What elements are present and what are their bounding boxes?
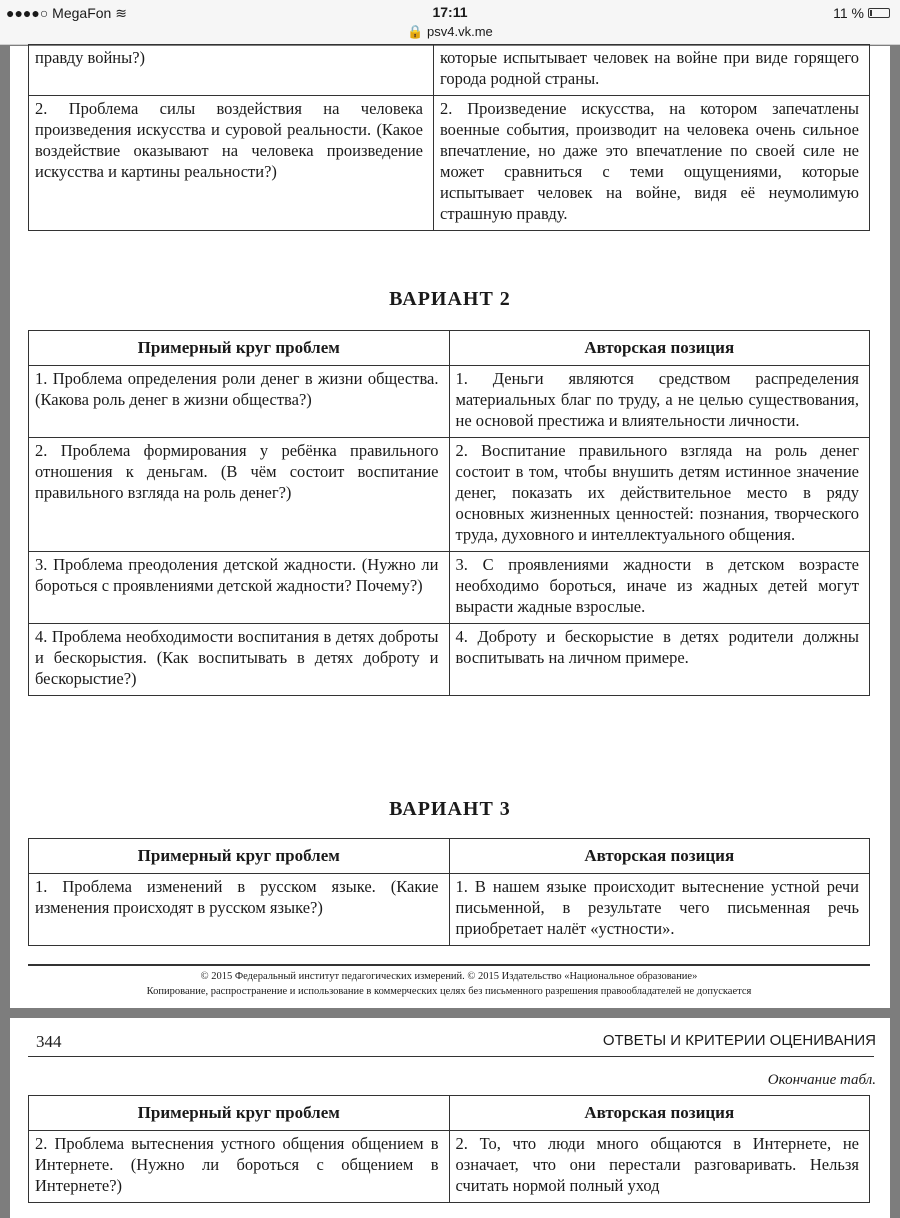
variant-2-heading: ВАРИАНТ 2 xyxy=(389,288,511,310)
column-header: Авторская позиция xyxy=(449,331,870,366)
document-page-344 xyxy=(10,1018,890,1218)
table-continued xyxy=(28,44,870,231)
column-header: Авторская позиция xyxy=(449,1096,870,1131)
table-row xyxy=(29,45,870,96)
author-position-cell: 1. Деньги являются средством распределения материальных благ по труду, а не целью существования, не основой престижа и влиятельности личности. xyxy=(449,366,870,438)
column-header: Авторская позиция xyxy=(449,839,870,874)
document-page xyxy=(10,46,890,1008)
problem-cell: 1. Проблема изменений в русском языке. (Какие изменения происходят в русском языке?) xyxy=(29,874,450,946)
author-position-cell: 3. С проявлениями жадности в детском возрасте необходимо бороться, иначе из жадных детей могут вырасти жадные взрослые. xyxy=(449,552,870,624)
table-header-row xyxy=(29,839,870,874)
problem-cell: 2. Проблема формирования у ребёнка правильного отношения к деньгам. (В чём состоит воспитание правильного взгляда на роль денег?) xyxy=(29,438,450,552)
wifi-icon: ≋ xyxy=(115,5,127,21)
divider xyxy=(28,1056,874,1057)
table-continuation-label: Окончание табл. xyxy=(767,1072,876,1088)
table-row xyxy=(29,552,870,624)
problem-cell: 4. Проблема необходимости воспитания в детях доброты и бескорыстия. (Как воспитывать в детях доброту и бескорыстие?) xyxy=(29,624,450,696)
carrier: ●●●●○ MegaFon ≋ xyxy=(6,5,127,21)
running-head: ОТВЕТЫ И КРИТЕРИИ ОЦЕНИВАНИЯ xyxy=(602,1032,876,1049)
author-position-cell: 2. То, что люди много общаются в Интернете, не означает, что они перестали разговаривать. Нельзя считать нормой полный уход xyxy=(449,1131,870,1203)
author-position-cell: 1. В нашем языке происходит вытеснение устной речи письменной, в результате чего письменная речь приобретает налёт «устности». xyxy=(449,874,870,946)
table-row xyxy=(29,874,870,946)
status-bar xyxy=(0,0,900,45)
clock: 17:11 xyxy=(432,4,468,20)
variant-3-heading: ВАРИАНТ 3 xyxy=(389,798,511,820)
table-variant-2 xyxy=(28,330,870,696)
copyright-footer: © 2015 Федеральный институт педагогических измерений. © 2015 Издательство «Национальное образование» Копирование, распространение и использование в коммерческих целях без письменного разрешения правообладателей не допускается xyxy=(28,964,870,999)
author-position-cell: которые испытывает человек на войне при виде горящего города родной страны. xyxy=(434,45,870,96)
problem-cell: 2. Проблема силы воздействия на человека произведения искусства и суровой реальности. (Какое воздействие оказывают на человека произведение искусства и картины реальности?) xyxy=(29,96,434,231)
table-variant-3 xyxy=(28,838,870,946)
column-header: Примерный круг проблем xyxy=(29,331,450,366)
problem-cell: 2. Проблема вытеснения устного общения общением в Интернете. (Нужно ли бороться с общением в Интернете?) xyxy=(29,1131,450,1203)
battery: 11 % xyxy=(833,5,890,21)
table-row xyxy=(29,624,870,696)
table-row xyxy=(29,96,870,231)
author-position-cell: 4. Доброту и бескорыстие в детях родители должны воспитывать на личном примере. xyxy=(449,624,870,696)
author-position-cell: 2. Произведение искусства, на котором запечатлены военные события, производит на человека очень сильное впечатление, но даже это впечатление по своей силе не может сравниться с теми ощущениями, которые испытывает человек на войне, видя её неумолимую страшную правду. xyxy=(434,96,870,231)
lock-icon: 🔒 xyxy=(407,24,424,39)
table-page-344 xyxy=(28,1095,870,1203)
table-header-row xyxy=(29,1096,870,1131)
problem-cell: правду войны?) xyxy=(29,45,434,96)
problem-cell: 3. Проблема преодоления детской жадности. (Нужно ли бороться с проявлениями детской жадности? Почему?) xyxy=(29,552,450,624)
problem-cell: 1. Проблема определения роли денег в жизни общества. (Какова роль денег в жизни общества?) xyxy=(29,366,450,438)
page-number: 344 xyxy=(36,1032,62,1051)
battery-icon xyxy=(868,8,890,18)
author-position-cell: 2. Воспитание правильного взгляда на роль денег состоит в том, чтобы внушить детям истинное значение денег, показать их действительное место в ряду основных жизненных ценностей: познания, творческого труда, духовного и интеллектуального общения. xyxy=(449,438,870,552)
column-header: Примерный круг проблем xyxy=(29,839,450,874)
table-row xyxy=(29,1131,870,1203)
table-header-row xyxy=(29,331,870,366)
column-header: Примерный круг проблем xyxy=(29,1096,450,1131)
table-row xyxy=(29,366,870,438)
table-row xyxy=(29,438,870,552)
address-bar[interactable]: 🔒 psv4.vk.me xyxy=(407,24,493,39)
